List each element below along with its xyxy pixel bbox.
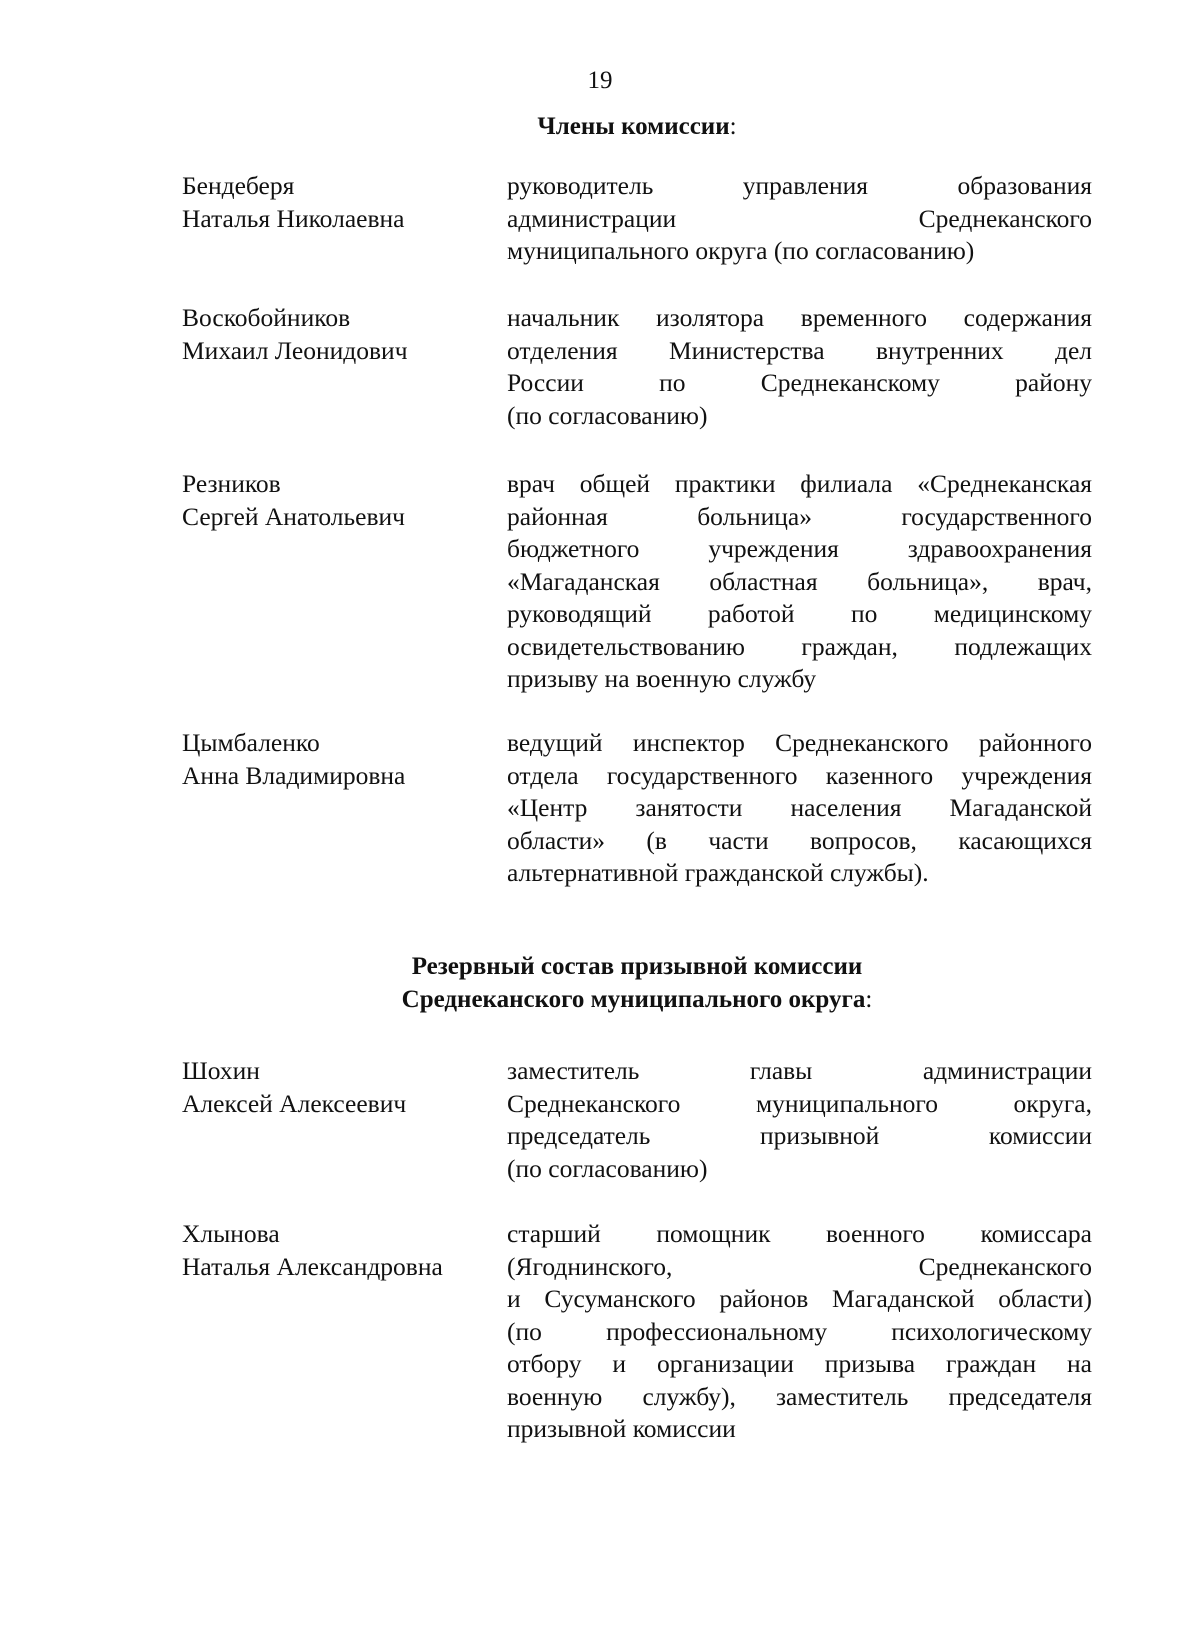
reserve-heading-line1: Резервный состав призывной комиссии	[411, 953, 863, 980]
reserve-member-name	[182, 1055, 482, 1120]
member-role	[507, 302, 1092, 432]
members-heading	[0, 110, 1200, 143]
role-line: военную службу), заместитель председателя	[507, 1381, 1092, 1411]
member-surname: Цымбаленко	[182, 728, 320, 757]
role-line: отбору и организации призыва граждан на	[507, 1349, 1092, 1378]
member-given-names: Анна Владимировна	[182, 760, 406, 790]
role-line: начальник изолятора временного содержания	[507, 303, 1092, 332]
reserve-member-given-names: Алексей Алексеевич	[182, 1088, 407, 1118]
role-line: отделения Министерства внутренних дел	[507, 335, 1092, 365]
role-line: руководящий работой по медицинскому	[507, 599, 1092, 628]
role-line: альтернативной гражданской службы).	[507, 858, 929, 887]
member-name	[182, 302, 482, 367]
role-line: призывной комиссии	[507, 1414, 736, 1443]
member-name	[182, 727, 482, 792]
role-line: администрации Среднеканского	[507, 203, 1092, 233]
member-given-names: Наталья Николаевна	[182, 203, 405, 233]
role-line: «Центр занятости населения Магаданской	[507, 793, 1092, 822]
role-line: (Ягоднинского, Среднеканского	[507, 1251, 1092, 1281]
role-line: освидетельствованию граждан, подлежащих	[507, 631, 1092, 661]
role-line: районная больница» государственного	[507, 501, 1092, 531]
role-line: России по Среднеканскому району	[507, 368, 1092, 397]
reserve-member-name	[182, 1218, 482, 1283]
members-heading-colon: :	[729, 113, 737, 140]
member-given-names: Михаил Леонидович	[182, 335, 408, 365]
role-line: ведущий инспектор Среднеканского районного	[507, 728, 1092, 757]
role-line: бюджетного учреждения здравоохранения	[507, 534, 1092, 563]
reserve-member-surname: Шохин	[182, 1056, 260, 1085]
member-surname: Воскобойников	[182, 303, 351, 332]
members-heading-text: Члены комиссии	[537, 113, 730, 140]
reserve-heading-line2: Среднеканского муниципального округа	[401, 986, 866, 1013]
role-line: отдела государственного казенного учреждения	[507, 760, 1092, 790]
role-line: заместитель главы администрации	[507, 1056, 1092, 1085]
role-line: руководитель управления образования	[507, 171, 1092, 200]
reserve-member-surname: Хлынова	[182, 1219, 280, 1248]
page-number: 19	[587, 67, 613, 94]
reserve-member-role	[507, 1055, 1092, 1185]
role-line: муниципального округа (по согласованию)	[507, 236, 975, 265]
role-line: (по профессиональному психологическому	[507, 1316, 1092, 1346]
reserve-heading-colon: :	[865, 986, 873, 1013]
reserve-heading-line2-wrap	[0, 983, 1200, 1016]
role-line: области» (в части вопросов, касающихся	[507, 825, 1092, 855]
role-line: врач общей практики филиала «Среднеканская	[507, 469, 1092, 498]
member-name	[182, 468, 482, 533]
member-role	[507, 468, 1092, 696]
reserve-member-role	[507, 1218, 1092, 1446]
reserve-heading	[0, 950, 1200, 1016]
role-line: Среднеканского муниципального округа,	[507, 1088, 1092, 1118]
member-name	[182, 170, 482, 235]
role-line: призыву на военную службу	[507, 664, 817, 693]
role-line: старший помощник военного комиссара	[507, 1219, 1092, 1248]
member-surname: Бендеберя	[182, 171, 295, 200]
reserve-member-given-names: Наталья Александровна	[182, 1251, 443, 1281]
role-line: председатель призывной комиссии	[507, 1121, 1092, 1150]
role-line: (по согласованию)	[507, 400, 708, 430]
role-line: (по согласованию)	[507, 1153, 708, 1183]
role-line: и Сусуманского районов Магаданской области)	[507, 1284, 1092, 1313]
member-role	[507, 170, 1092, 268]
member-surname: Резников	[182, 469, 281, 498]
member-given-names: Сергей Анатольевич	[182, 501, 405, 531]
role-line: «Магаданская областная больница», врач,	[507, 566, 1092, 596]
member-role	[507, 727, 1092, 890]
